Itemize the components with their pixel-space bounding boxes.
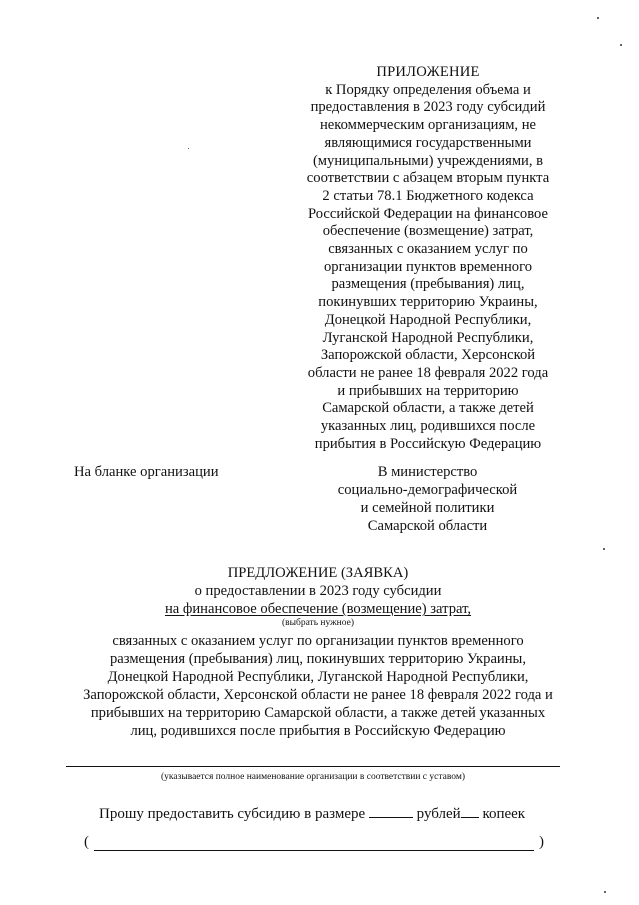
subsidy-amount-line — [99, 805, 525, 823]
appendix-line: (муниципальными) учреждениями, в — [312, 152, 544, 169]
appendix-line: Донецкой Народной Республики, — [324, 311, 532, 328]
kopecks-amount-field[interactable] — [461, 805, 479, 818]
request-body-line: Донецкой Народной Республики, Луганской Народной Республики, — [107, 669, 529, 685]
appendix-line: области не ранее 18 февраля 2022 года — [307, 364, 549, 381]
appendix-line: предоставления в 2023 году субсидий — [310, 99, 546, 116]
appendix-line: указанных лиц, родившихся после — [320, 418, 536, 435]
request-body-line: связанных с оказанием услуг по организации пунктов временного — [112, 633, 524, 649]
open-parenthesis: ( — [84, 834, 89, 850]
request-block — [48, 564, 588, 740]
appendix-title: ПРИЛОЖЕНИЕ — [376, 64, 480, 80]
request-body-line: Запорожской области, Херсонской области не ранее 18 февраля 2022 года и — [83, 687, 553, 703]
appendix-line: Запорожской области, Херсонской — [320, 347, 536, 364]
appendix-line: размещения (пребывания) лиц, — [331, 276, 525, 293]
amount-in-words-field[interactable] — [94, 850, 534, 851]
request-title: ПРЕДЛОЖЕНИЕ (ЗАЯВКА) — [227, 565, 409, 581]
addressee-line: В министерство — [377, 464, 478, 480]
appendix-line: Российской Федерации на финансовое — [308, 205, 548, 222]
amount-in-words-line — [84, 833, 544, 853]
appendix-line: к Порядку определения объема и — [325, 81, 531, 98]
rubles-label: рублей — [416, 806, 461, 822]
choose-note: (выбрать нужное) — [281, 618, 355, 628]
appendix-line: и прибывших на территорию — [337, 382, 519, 399]
appendix-line: прибытия в Российскую Федерацию — [314, 435, 542, 452]
scan-speck — [188, 148, 189, 149]
request-body-line: прибывших на территорию Самарской области, а также детей указанных — [90, 705, 546, 721]
appendix-line: соответствии с абзацем вторым пункта — [306, 170, 550, 187]
kopecks-label: копеек — [482, 806, 526, 822]
appendix-header — [296, 64, 560, 453]
scan-speck — [620, 44, 622, 46]
appendix-line: связанных с оказанием услуг по — [328, 241, 528, 258]
letterhead-note: На бланке организации — [74, 464, 219, 480]
appendix-line: являющимися государственными — [324, 134, 532, 151]
request-purpose: на финансовое обеспечение (возмещение) затрат, — [164, 601, 472, 617]
scan-speck — [597, 17, 599, 19]
addressee-block — [300, 463, 555, 535]
request-body-line: лиц, родившихся после прибытия в Российскую Федерацию — [130, 723, 506, 739]
scan-speck — [604, 891, 606, 893]
scan-speck — [603, 548, 605, 550]
appendix-line: 2 статьи 78.1 Бюджетного кодекса — [322, 187, 534, 204]
organization-name-field[interactable] — [66, 766, 560, 767]
request-body-line: размещения (пребывания) лиц, покинувших территорию Украины, — [109, 651, 526, 667]
appendix-line: организации пунктов временного — [323, 258, 533, 275]
appendix-line: Самарской области, а также детей — [322, 400, 534, 417]
organization-name-caption: (указывается полное наименование организации в соответствии с уставом) — [160, 772, 466, 782]
addressee-line: Самарской области — [367, 518, 488, 534]
close-parenthesis: ) — [539, 834, 544, 850]
addressee-line: и семейной политики — [360, 500, 495, 516]
appendix-line: Луганской Народной Республики, — [322, 329, 534, 346]
appendix-line: покинувших территорию Украины, — [318, 294, 538, 311]
appendix-line: некоммерческим организациям, не — [319, 117, 537, 134]
rubles-amount-field[interactable] — [369, 805, 413, 818]
request-line: о предоставлении в 2023 году субсидии — [194, 583, 442, 599]
appendix-line: обеспечение (возмещение) затрат, — [322, 223, 534, 240]
subsidy-prefix: Прошу предоставить субсидию в размере — [99, 806, 366, 822]
addressee-line: социально-демографической — [337, 482, 518, 498]
